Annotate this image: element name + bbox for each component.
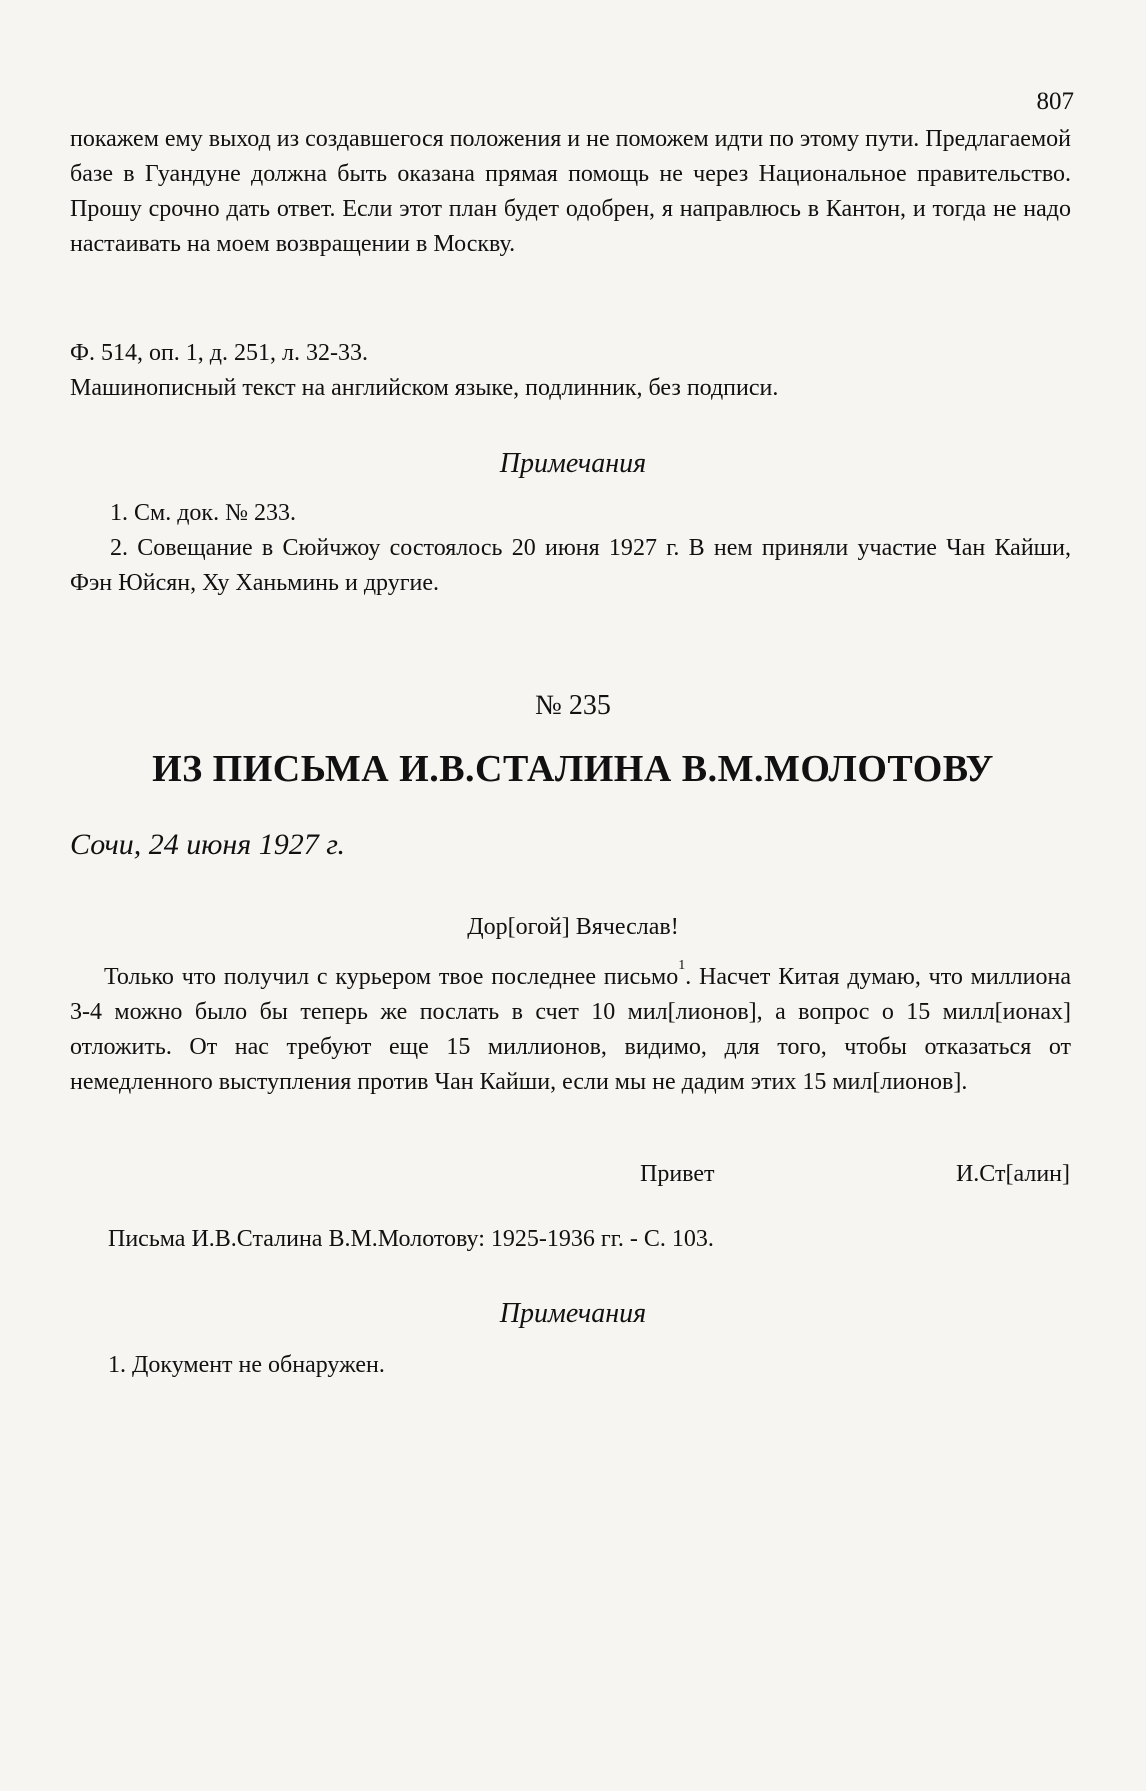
place-and-date: Сочи, 24 июня 1927 г.	[70, 828, 346, 861]
letter-body-text-continued: . Насчет Китая думаю, что миллиона 3-4 можно было бы теперь же послать в счет 10 мил[лионов], а вопрос о 15 милл[ионах] отложить. От нас требуют еще 15 миллионов, видимо, для того, чтобы отказаться от немедленного выступления против Чан Кайши, если мы не дадим этих 15 мил[лионов].	[70, 964, 1071, 1095]
document-title: ИЗ ПИСЬМА И.В.СТАЛИНА В.М.МОЛОТОВУ	[152, 748, 994, 790]
archive-reference: Ф. 514, оп. 1, д. 251, л. 32-33.	[70, 340, 368, 366]
continuation-paragraph: покажем ему выход из создавшегося положения и не поможем идти по этому пути. Предлагаемой базе в Гуандуне должна быть оказана прямая помощь не через Национальное правительство. Прошу срочно дать ответ. Если этот план будет одобрен, я направлюсь в Кантон, и тогда не надо настаивать на моем возвращении в Москву.	[70, 126, 1071, 257]
letter-body	[70, 960, 1071, 1100]
note-item: 1. Документ не обнаружен.	[108, 1352, 385, 1378]
archive-description: Машинописный текст на английском языке, подлинник, без подписи.	[70, 375, 779, 401]
letter-signature: И.Ст[алин]	[955, 1161, 1070, 1187]
notes-heading: Примечания	[499, 448, 647, 479]
page-number: 807	[1036, 88, 1074, 115]
footnote-marker: 1	[678, 958, 686, 973]
letter-source: Письма И.В.Сталина В.М.Молотову: 1925-1936 гг. - С. 103.	[108, 1226, 714, 1252]
notes-heading: Примечания	[499, 1298, 647, 1329]
letter-closing: Привет	[640, 1161, 715, 1187]
letter-salutation: Дор[огой] Вячеслав!	[467, 914, 679, 940]
note-item: 1. См. док. № 233.	[110, 500, 296, 526]
note-item: 2. Совещание в Сюйчжоу состоялось 20 июня 1927 г. В нем приняли участие Чан Кайши, Фэн Юйсян, Ху Ханьминь и другие.	[70, 535, 1071, 596]
document-number: № 235	[535, 690, 611, 721]
letter-body-text: Только что получил с курьером твое последнее письмо	[104, 964, 679, 990]
